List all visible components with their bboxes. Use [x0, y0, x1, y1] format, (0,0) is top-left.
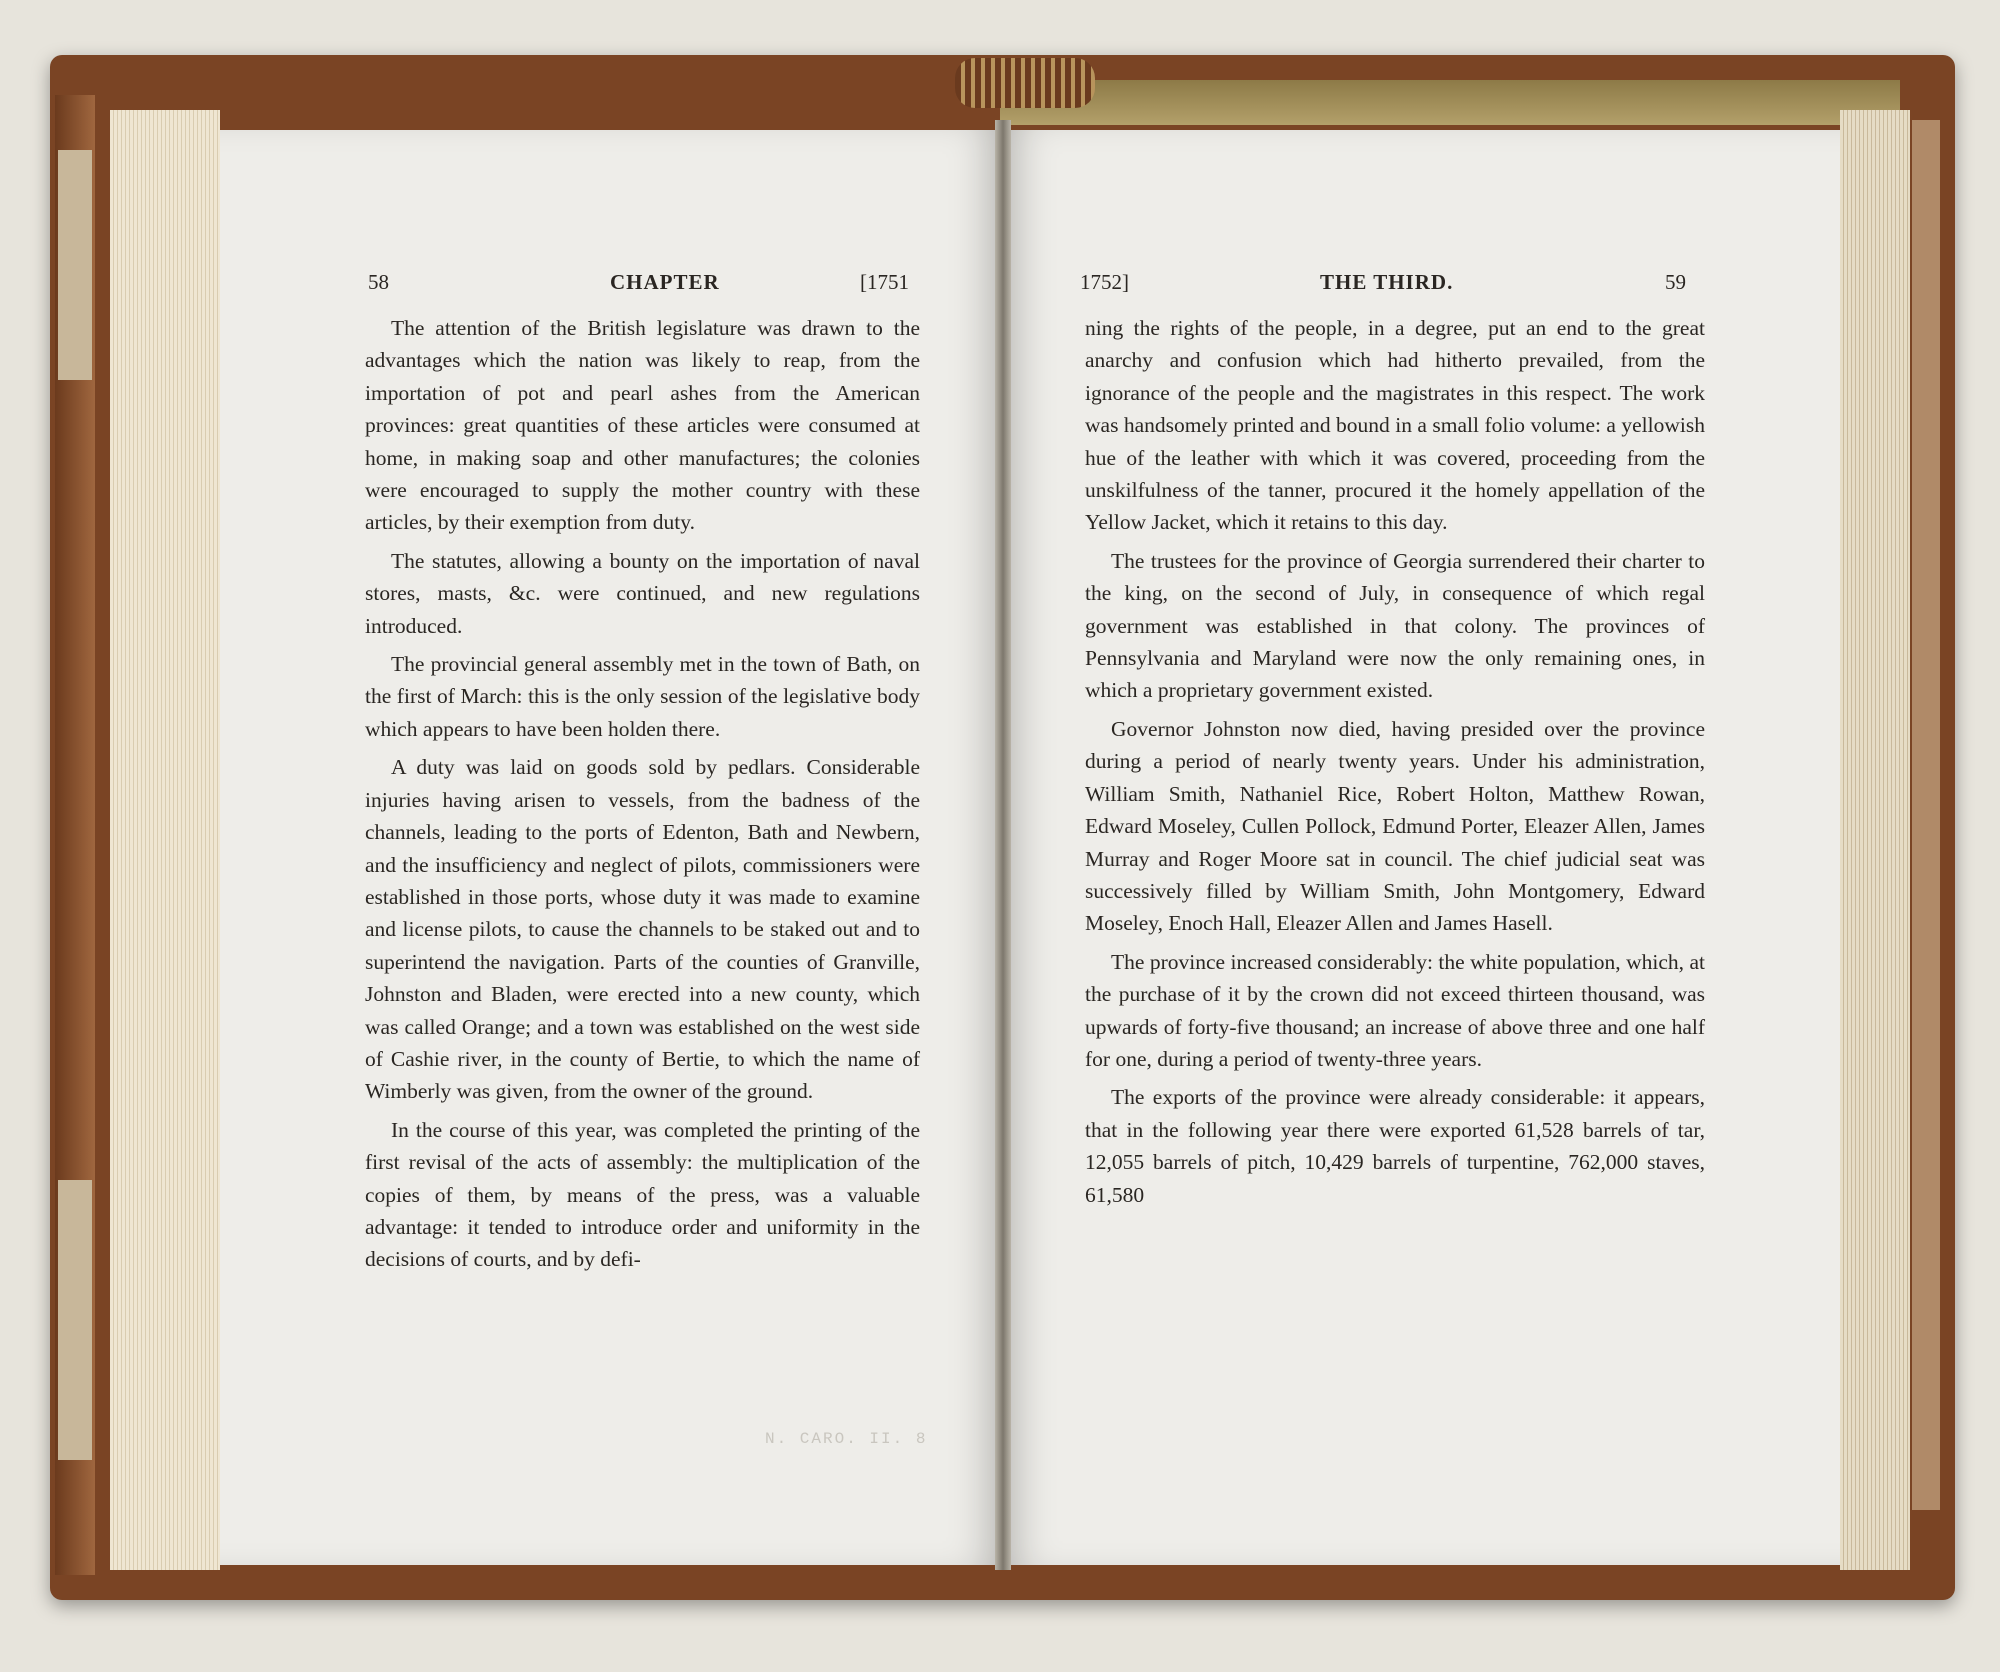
- page-edges-left: [110, 110, 220, 1570]
- page-edges-right: [1840, 110, 1910, 1570]
- paragraph: The trustees for the province of Georgia surrendered their charter to the king, on the second of July, in consequence of which regal government was established in that colony. The provinces of Pennsylvania and Maryland were now the only remaining ones, in which a proprietary government existed.: [1085, 548, 1705, 703]
- right-page-header: [1005, 270, 1840, 300]
- paragraph: A duty was laid on goods sold by pedlars. Considerable injuries having arisen to vessels, from the badness of the channels, leading to the ports of Edenton, Bath and Newbern, and the insufficiency and neglect of pilots, commissioners were established in those ports, whose duty it was made to examine and license pilots, to cause the channels to be staked out and to superintend the navigation. Parts of the counties of Granville, Johnston and Bladen, were erected into a new county, which was called Orange; and a town was established on the west side of Cashie river, in the county of Bertie, to which the name of Wimberly was given, from the owner of the ground.: [365, 755, 920, 1104]
- paragraph: Governor Johnston now died, having presided over the province during a period of nearly twenty years. Under his administration, William Smith, Nathaniel Rice, Robert Holton, Matthew Rowan, Edward Moseley, Cullen Pollock, Edmund Porter, Eleazer Allen, James Murray and Roger Moore sat in council. The chief judicial seat was successively filled by William Smith, John Montgomery, Edward Moseley, Enoch Hall, Eleazer Allen and James Hasell.: [1085, 716, 1705, 936]
- right-page-text: [1085, 312, 1705, 1211]
- right-page: [1005, 130, 1840, 1565]
- left-page-header: [220, 270, 1000, 300]
- right-running-title: THE THIRD.: [1320, 270, 1454, 294]
- right-year: 1752]: [1080, 270, 1129, 294]
- cloth-corner-bottom-left: [58, 1180, 92, 1460]
- cloth-corner-top-left: [58, 150, 92, 380]
- headband: [955, 58, 1095, 108]
- paragraph: The province increased considerably: the white population, which, at the purchase of it by the crown did not exceed thirteen thousand, was upwards of forty-five thousand; an increase of above three and one half for one, during a period of twenty-three years.: [1085, 949, 1705, 1071]
- signature-mark: N. CARO. II. 8: [765, 1430, 928, 1448]
- page-edges-top: [1000, 80, 1900, 125]
- paragraph: The provincial general assembly met in the town of Bath, on the first of March: this is the only session of the legislative body which appears to have been holden there.: [365, 652, 920, 741]
- paragraph: The statutes, allowing a bounty on the importation of naval stores, masts, &c. were continued, and new regulations introduced.: [365, 548, 920, 638]
- left-page: [220, 130, 1000, 1565]
- paragraph: ning the rights of the people, in a degree, put an end to the great anarchy and confusion which had hitherto prevailed, from the ignorance of the people and the magistrates in this respect. The work was handsomely printed and bound in a small folio volume: a yellowish hue of the leather with which it was covered, proceeding from the unskilfulness of the tanner, procured it the homely appellation of the Yellow Jacket, which it retains to this day.: [1085, 316, 1705, 535]
- left-page-text: [365, 312, 920, 1276]
- left-page-number: 58: [368, 270, 389, 294]
- paragraph: The attention of the British legislature was drawn to the advantages which the nation was likely to reap, from the importation of pot and pearl ashes from the American provinces: great quantities of these articles were consumed at home, in making soap and other manufactures; the colonies were encouraged to supply the mother country with these articles, by their exemption from duty.: [365, 316, 920, 535]
- cloth-strip-right: [1912, 120, 1940, 1510]
- left-year: [1751: [860, 270, 909, 294]
- book-gutter: [995, 120, 1011, 1570]
- paragraph: The exports of the province were already considerable: it appears, that in the following year there were exported 61,528 barrels of tar, 12,055 barrels of pitch, 10,429 barrels of turpentine, 762,000 staves, 61,580: [1085, 1085, 1705, 1207]
- right-page-number: 59: [1665, 270, 1686, 294]
- left-running-title: CHAPTER: [610, 270, 720, 294]
- paragraph: In the course of this year, was completed the printing of the first revisal of the acts of assembly: the multiplication of the copies of them, by means of the press, was a valuable advantage: it tended to introduce order and uniformity in the decisions of courts, and by defi-: [365, 1117, 920, 1272]
